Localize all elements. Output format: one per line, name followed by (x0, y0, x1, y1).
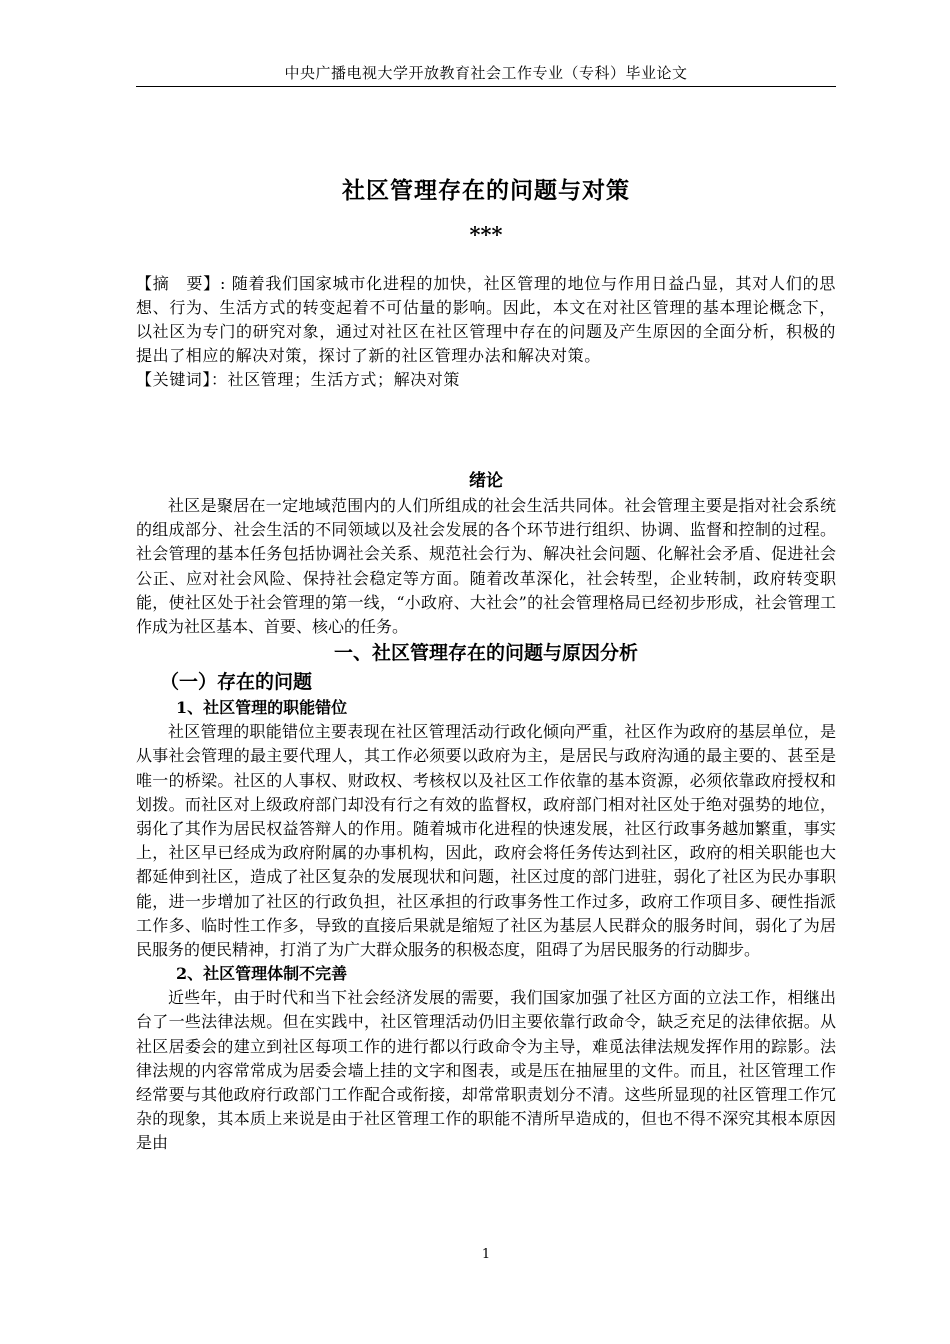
section1-subheading: （一）存在的问题 (160, 671, 313, 694)
abstract-block (136, 272, 836, 392)
intro-heading: 绪论 (469, 471, 503, 491)
keywords: 【关键词】：社区管理；生活方式；解决对策 (136, 370, 461, 389)
item1-paragraph: 社区管理的职能错位主要表现在社区管理活动行政化倾向严重，社区作为政府的基层单位，是从事社会管理的最主要代理人，其工作必须要以政府为主，是居民与政府沟通的最主要的、甚至是唯一的桥梁。社区的人事权、财政权、考核权以及社区工作依靠的基本资源，必须依靠政府授权和划拨。而社区对上级政府部门却没有行之有效的监督权，政府部门相对社区处于绝对强势的地位，弱化了其作为居民权益答辩人的作用。随着城市化进程的快速发展，社区行政事务越加繁重，事实上，社区早已经成为政府附属的办事机构，因此，政府会将任务传达到社区，政府的相关职能也大都延伸到社区，造成了社区复杂的发展现状和问题，社区过度的部门进驻，弱化了社区为民办事职能，进一步增加了社区的行政负担，社区承担的行政事务性工作过多，政府工作项目多、硬性指派工作多、临时性工作多，导致的直接后果就是缩短了社区为基层人民群众的服务时间，弱化了为居民服务的便民精神，打消了为广大群众服务的积极态度，阻碍了为居民服务的行动脚步。 (136, 722, 836, 960)
item2-paragraph: 近些年，由于时代和当下社会经济发展的需要，我们国家加强了社区方面的立法工作，相继出台了一些法律法规。但在实践中，社区管理活动仍旧主要依靠行政命令，缺乏充足的法律依据。从社区居委会的建立到社区每项工作的进行都以行政命令为主导，难觅法律法规发挥作用的踪影。法律法规的内容常常成为居委会墙上挂的文字和图表，或是压在抽屉里的文件。而且，社区管理工作经常要与其他政府行政部门工作配合或衔接，却常常职责划分不清。这些所显现的社区管理工作冗杂的现象，其本质上来说是由于社区管理工作的职能不清所早造成的，但也不得不深究其根本原因是由 (136, 988, 836, 1153)
page-number: 1 (481, 1247, 491, 1262)
author: *** (469, 222, 503, 247)
abstract-text: 【摘 要】: 随着我们国家城市化进程的加快，社区管理的地位与作用日益凸显，其对人们的思想、行为、生活方式的转变起着不可估量的影响。因此，本文在对社区管理的基本理论概念下，以社区为专门的研究对象，通过对社区在社区管理中存在的问题及产生原因的全面分析，积极的提出了相应的解决对策，探讨了新的社区管理办法和解决对策。 (136, 274, 836, 365)
page-header: 中央广播电视大学开放教育社会工作专业（专科）毕业论文 (284, 64, 688, 82)
body-content (136, 468, 836, 1156)
item1-heading: 1、社区管理的职能错位 (176, 698, 348, 718)
document-title: 社区管理存在的问题与对策 (342, 177, 630, 205)
section1-heading: 一、社区管理存在的问题与原因分析 (333, 642, 638, 665)
item2-heading: 2、社区管理体制不完善 (176, 964, 348, 984)
header-divider (136, 86, 836, 87)
intro-paragraph: 社区是聚居在一定地域范围内的人们所组成的社会生活共同体。社会管理主要是指对社会系统的组成部分、社会生活的不同领域以及社会发展的各个环节进行组织、协调、监督和控制的过程。社会管理的基本任务包括协调社会关系、规范社会行为、解决社会问题、化解社会矛盾、促进社会公正、应对社会风险、保持社会稳定等方面。随着改革深化，社会转型，企业转制，政府转变职能，使社区处于社会管理的第一线，“小政府、大社会”的社会管理格局已经初步形成，社会管理工作成为社区基本、首要、核心的任务。 (136, 496, 836, 637)
